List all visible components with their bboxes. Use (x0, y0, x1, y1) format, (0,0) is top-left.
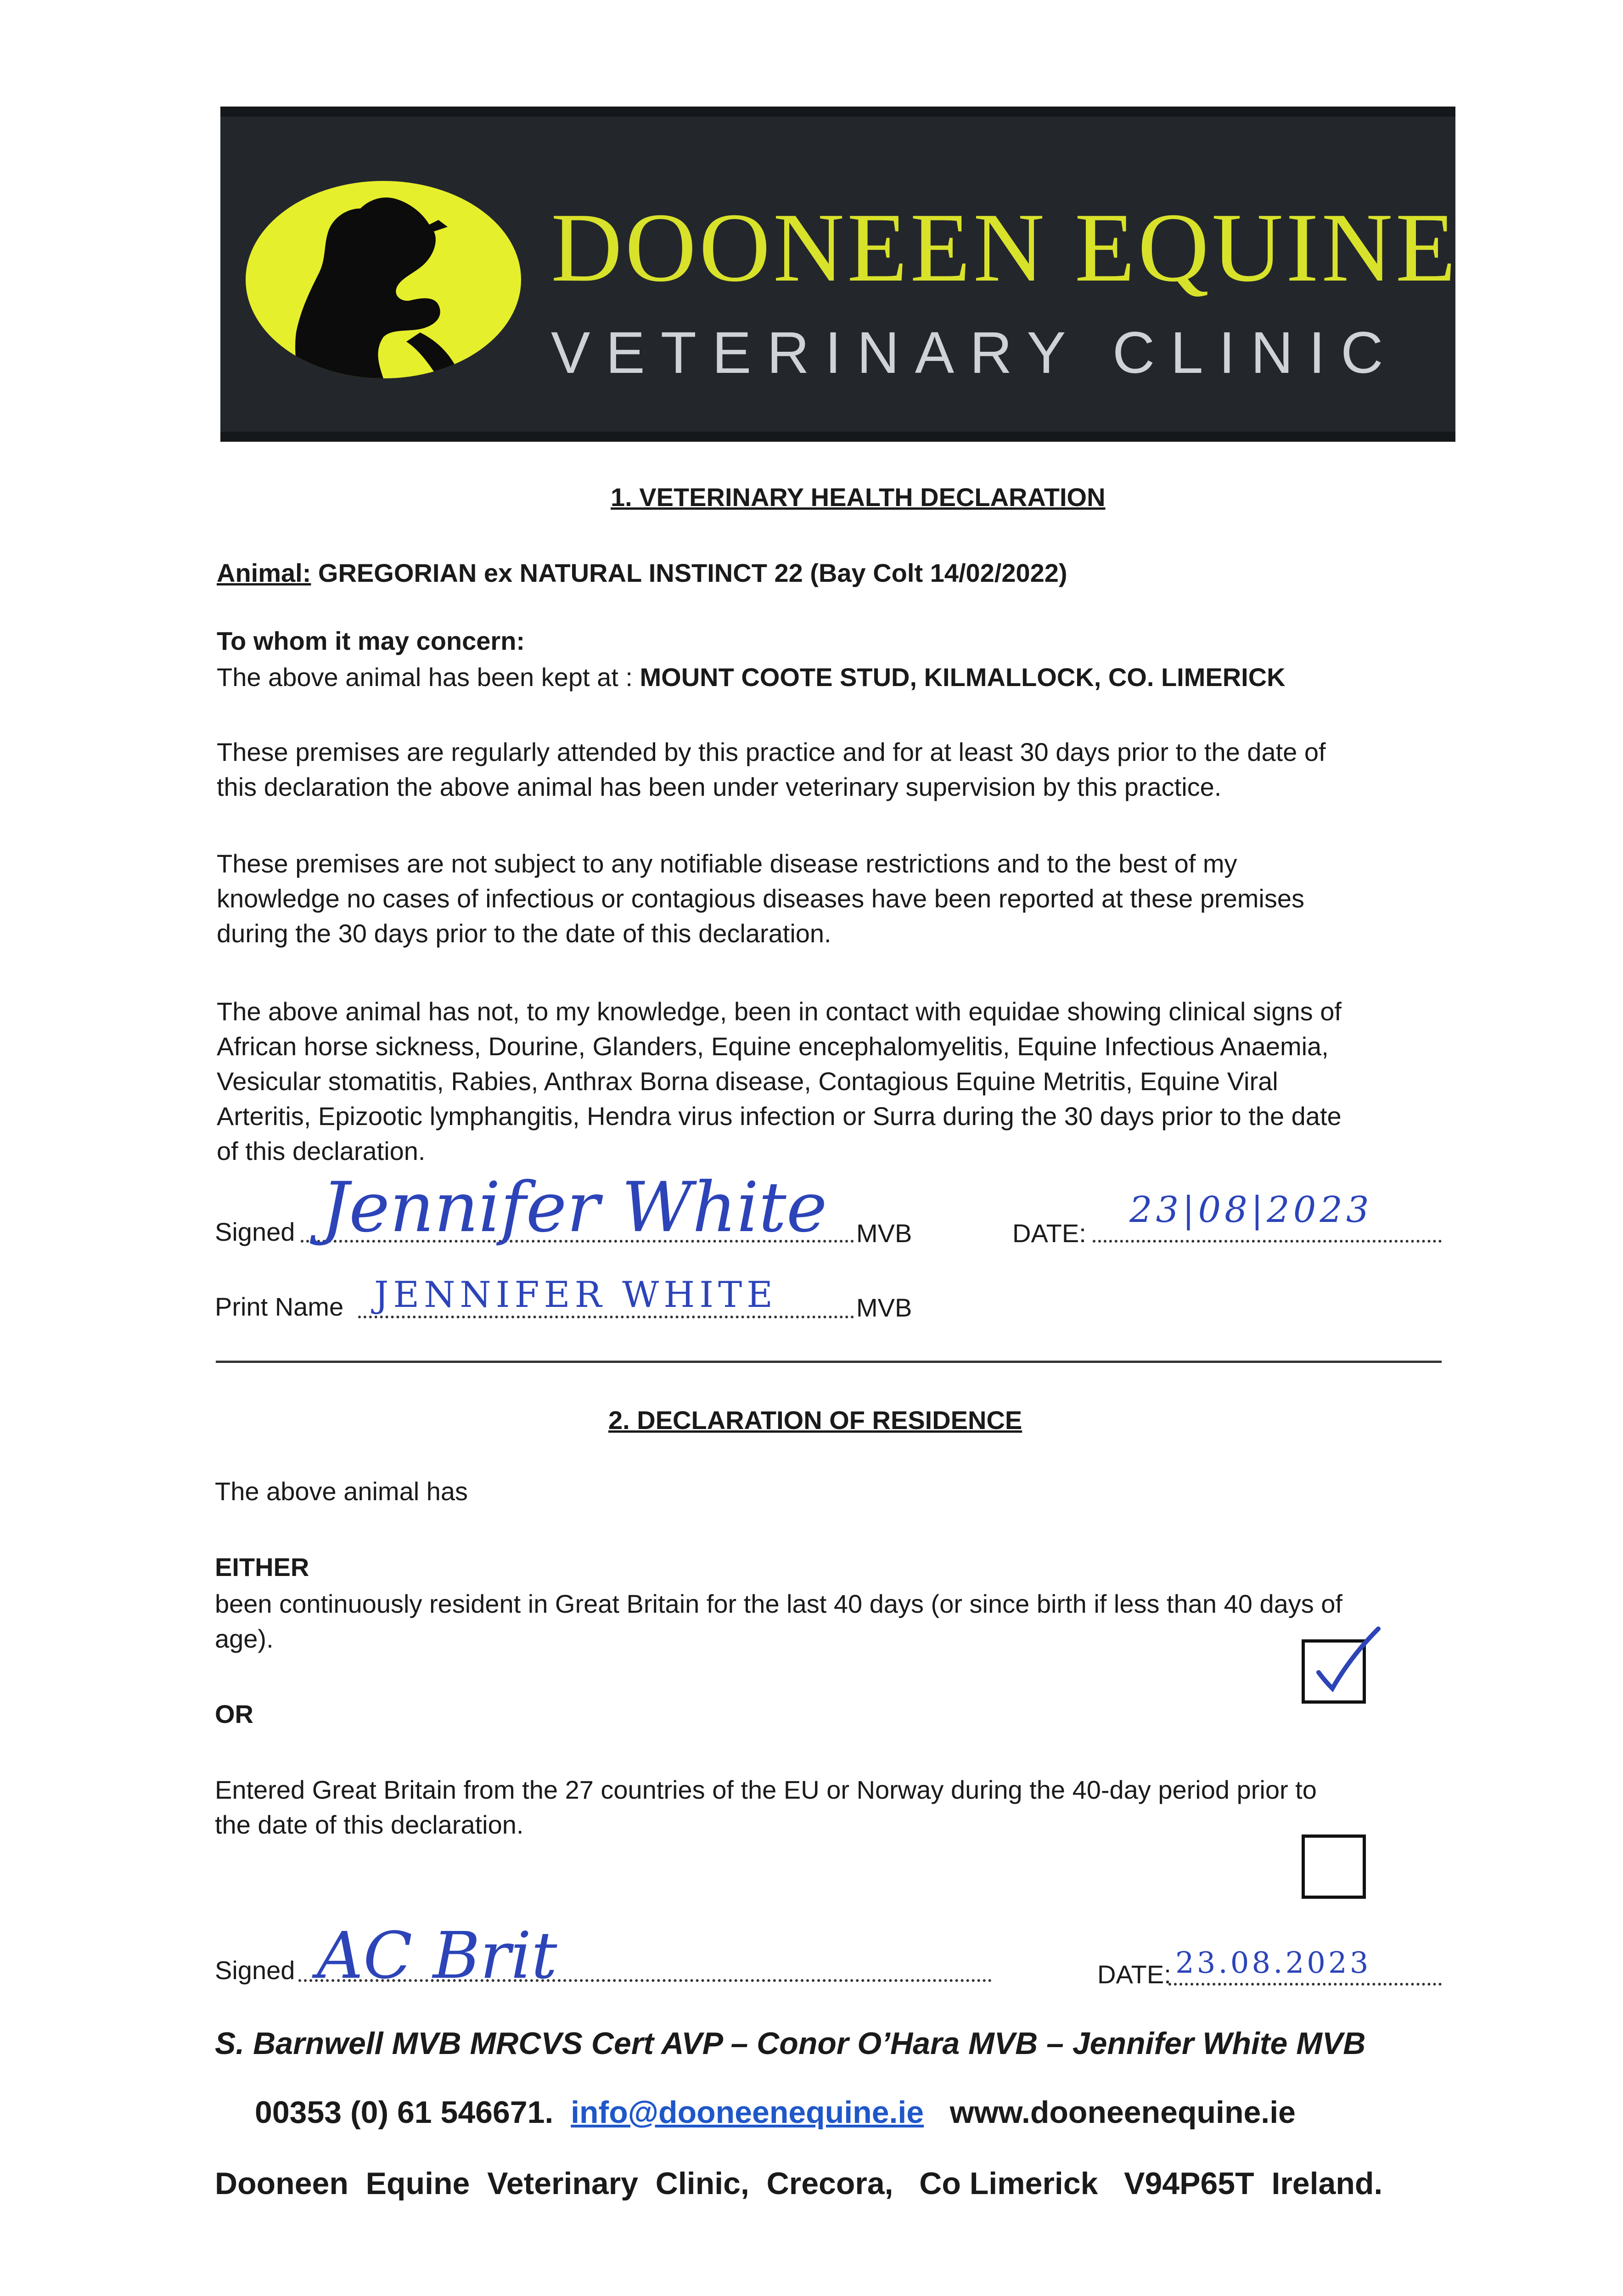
footer-contact (255, 2092, 1296, 2133)
footer-email-link[interactable]: info@dooneenequine.ie (571, 2095, 924, 2130)
signature-1: Jennifer White (321, 1168, 827, 1248)
checkmark-icon (1300, 1624, 1392, 1702)
header-banner (220, 107, 1459, 442)
paragraph-line: knowledge no cases of infectious or contagious diseases have been reported at these premises (217, 884, 1305, 913)
mvb-label: MVB (856, 1219, 912, 1248)
print-name-label: Print Name (215, 1292, 344, 1321)
date-2: 23.08.2023 (1175, 1946, 1371, 1980)
footer-phone: 00353 (0) 61 546671. (255, 2095, 554, 2130)
paragraph-line: of this declaration. (217, 1137, 426, 1165)
greeting: To whom it may concern: (217, 626, 525, 655)
paragraph-2 (217, 846, 1304, 951)
date-label-2: DATE: (1097, 1960, 1171, 1989)
horse-head-icon (246, 181, 521, 378)
kept-at-value: MOUNT COOTE STUD, KILMALLOCK, CO. LIMERICK (640, 663, 1286, 692)
either-label: EITHER (215, 1553, 309, 1581)
paragraph-line: These premises are regularly attended by this practice and for at least 30 days prior to the date of (217, 737, 1326, 766)
animal-line (217, 556, 1067, 591)
signed-label: Signed (215, 1217, 295, 1246)
logo (246, 181, 521, 378)
animal-label: Animal: (217, 558, 311, 587)
footer-vets: S. Barnwell MVB MRCVS Cert AVP – Conor O’Hara MVB – Jennifer White MVB (215, 2026, 1366, 2061)
paragraph-line: African horse sickness, Dourine, Glanders, Equine encephalomyelitis, Equine Infectious Anaemia, (217, 1032, 1329, 1061)
option-line: age). (215, 1624, 274, 1653)
option1-checkbox[interactable] (1302, 1639, 1366, 1704)
date-label: DATE: (1012, 1219, 1086, 1248)
date-line (1093, 1240, 1442, 1243)
print-name-value: JENNIFER WHITE (374, 1274, 778, 1316)
paragraph-3 (217, 994, 1342, 1169)
option-line: been continuously resident in Great Britain for the last 40 days (or since birth if less than 40 days of (215, 1589, 1342, 1618)
option2-text (215, 1773, 1317, 1842)
option-line: the date of this declaration. (215, 1810, 524, 1839)
section2-title: 2. DECLARATION OF RESIDENCE (608, 1406, 1022, 1435)
residence-intro: The above animal has (215, 1477, 468, 1506)
print-mvb-label: MVB (856, 1293, 912, 1322)
paragraph-1 (217, 735, 1326, 805)
option2-checkbox[interactable] (1302, 1835, 1366, 1899)
kept-at-label: The above animal has been kept at : (217, 663, 633, 692)
animal-value: GREGORIAN ex NATURAL INSTINCT 22 (Bay Colt 14/02/2022) (318, 558, 1067, 587)
footer-address: Dooneen Equine Veterinary Clinic, Crecora, Co Limerick V94P65T Ireland. (215, 2166, 1383, 2201)
signed-label-2: Signed (215, 1956, 295, 1985)
section-divider (216, 1361, 1442, 1363)
date-1: 23|08|2023 (1129, 1189, 1373, 1231)
option-line: Entered Great Britain from the 27 countries of the EU or Norway during the 40-day period prior to (215, 1775, 1317, 1804)
or-label: OR (215, 1699, 253, 1728)
date-line-2 (1168, 1983, 1442, 1986)
brand-subtitle: VETERINARY CLINIC (551, 320, 1399, 386)
footer-website[interactable]: www.dooneenequine.ie (949, 2095, 1296, 2130)
paragraph-line: this declaration the above animal has been under veterinary supervision by this practice. (217, 772, 1222, 801)
option1-text (215, 1587, 1342, 1656)
signature-2: AC Brit (317, 1919, 557, 1993)
paragraph-line: These premises are not subject to any notifiable disease restrictions and to the best of my (217, 849, 1237, 878)
paragraph-line: Vesicular stomatitis, Rabies, Anthrax Borna disease, Contagious Equine Metritis, Equine Viral (217, 1067, 1278, 1096)
kept-at-line (217, 660, 1286, 695)
paragraph-line: Arteritis, Epizootic lymphangitis, Hendra virus infection or Surra during the 30 days prior to the date (217, 1102, 1342, 1131)
paragraph-line: during the 30 days prior to the date of this declaration. (217, 919, 831, 948)
section1-title: 1. VETERINARY HEALTH DECLARATION (611, 483, 1106, 512)
brand-name: DOONEEN EQUINE (551, 192, 1459, 302)
paragraph-line: The above animal has not, to my knowledge, been in contact with equidae showing clinical signs of (217, 997, 1342, 1026)
